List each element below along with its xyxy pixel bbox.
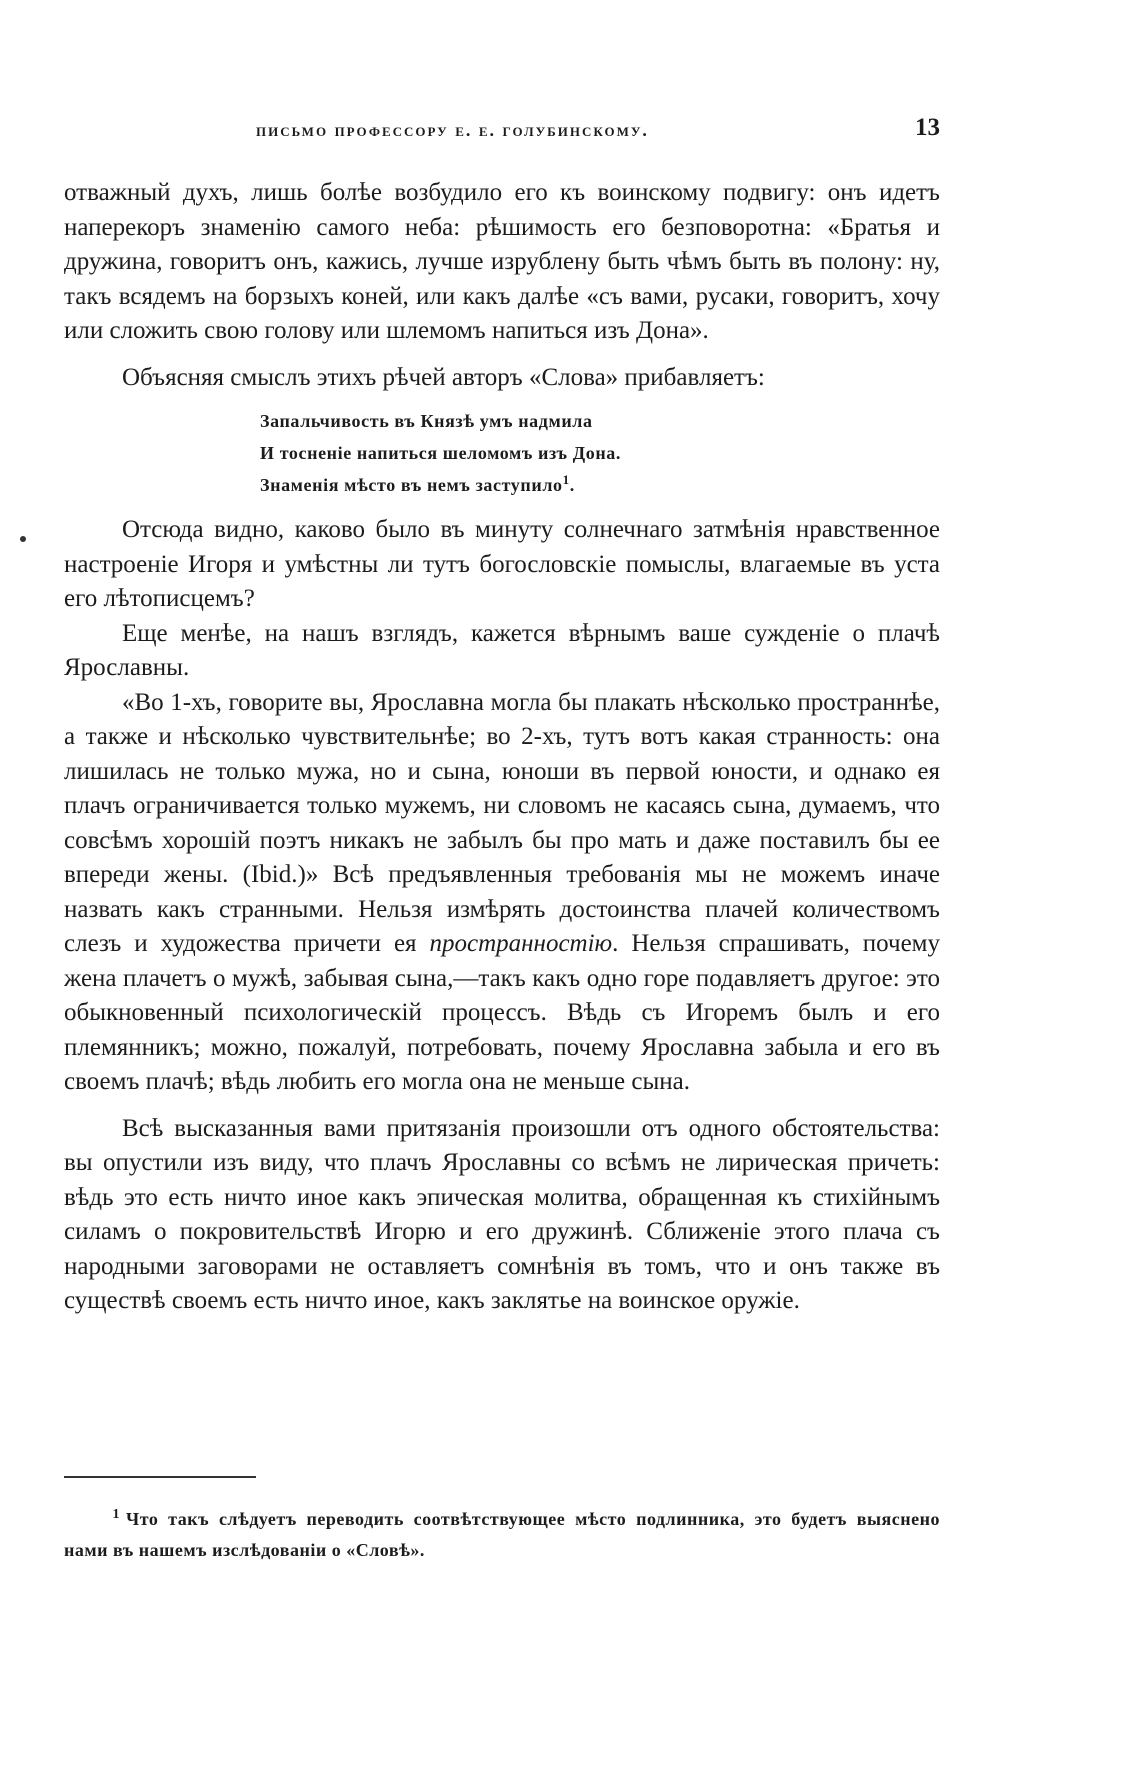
quote-line-1: Запальчивость въ Князѣ умъ надмила bbox=[260, 411, 593, 431]
main-text bbox=[64, 176, 940, 1319]
paragraph-5-part-a: «Во 1-хъ, говорите вы, Ярославна могла бы плакать нѣсколько пространнѣе, а также и нѣсколько чувствительнѣе; во 2-хъ, тутъ вотъ какая странность: она лишилась не только мужа, но и сына, юноши въ первой юности, и однако ея плачъ ограничивается только мужемъ, ни словомъ не касаясь сына, думаемъ, что совсѣмъ хорошій поэтъ никакъ не забылъ бы про мать и даже поставилъ бы ее впереди жены. (Ibid.)» Всѣ предъявленныя требованія мы не можемъ иначе назвать какъ странными. Нельзя измѣрять достоинства плачей количествомъ слезъ и художества причети ея bbox=[64, 688, 940, 957]
paragraph-6: Всѣ высказанныя вами притязанія произошли отъ одного обстоятельства: вы опустили изъ виду, что плачъ Ярославны со всѣмъ не лирическая причеть: вѣдь это есть ничто иное какъ эпическая молитва, обращенная къ стихійнымъ силамъ о покровительствѣ Игорю и его дружинѣ. Сближеніе этого плача съ народными заговорами не оставляетъ сомнѣнія въ томъ, что и онъ также въ существѣ своемъ есть ничто иное, какъ заклятье на воинское оружіе. bbox=[64, 1114, 940, 1314]
margin-dot bbox=[20, 536, 26, 542]
paragraph-4: Еще менѣе, на нашъ взглядъ, кажется вѣрнымъ ваше сужденіе о плачѣ Ярославны. bbox=[64, 619, 940, 681]
page-number: 13 bbox=[915, 114, 940, 141]
footnote-ref: 1 bbox=[562, 472, 570, 487]
footnote-text: Что такъ слѣдуетъ переводить соотвѣтствующее мѣсто подлинника, это будетъ выяснено нами въ нашемъ изслѣдованіи о «Словѣ». bbox=[64, 1509, 940, 1560]
quote-line-3-text: Знаменія мѣсто въ немъ заступило bbox=[260, 475, 563, 495]
paragraph-5-part-b: . Нельзя спрашивать, почему жена плачетъ о мужѣ, забывая сына,—такъ какъ одно горе подавляетъ другое: это обыкновенный психологическій процессъ. Вѣдь съ Игоремъ былъ и его племянникъ; можно, пожалуй, потребовать, почему Ярославна забыла и его въ своемъ плачѣ; вѣдь любить его могла она не меньше сына. bbox=[64, 930, 941, 1095]
quote-line-3-end: . bbox=[569, 475, 575, 495]
paragraph-3: Отсюда видно, каково было въ минуту солнечнаго затмѣнія нравственное настроеніе Игоря и умѣстны ли тутъ богословскіе помыслы, влагаемые въ уста его лѣтописцемъ? bbox=[64, 516, 940, 612]
footnote-rule bbox=[64, 1476, 256, 1478]
quote-line-3 bbox=[260, 469, 940, 501]
paragraph-1: отважный духъ, лишь болѣе возбудило его къ воинскому подвигу: онъ идетъ наперекоръ знаменію самого неба: рѣшимость его безповоротна: «Братья и дружина, говоритъ онъ, кажись, лучше изрублену быть чѣмъ быть въ полону: ну, такъ всядемъ на борзыхъ коней, или какъ далѣе «съ вами, русаки, говоритъ, хочу или сложить свою голову или шлемомъ напиться изъ Дона». bbox=[64, 179, 940, 344]
running-head bbox=[64, 114, 940, 148]
quote-line-2: И тосненіе напиться шеломомъ изъ Дона. bbox=[260, 443, 622, 463]
footnote: 1 Что такъ слѣдуетъ переводить соотвѣтствующее мѣсто подлинника, это будетъ выяснено нами въ нашемъ изслѣдованіи о «Словѣ». bbox=[64, 1507, 940, 1560]
paragraph-2: Объясняя смыслъ этихъ рѣчей авторъ «Слова» прибавляетъ: bbox=[122, 363, 765, 391]
paragraph-5-italic: пространностію bbox=[429, 930, 613, 957]
paragraph-5 bbox=[64, 686, 940, 1100]
running-title: письмо профессору е. е. голубинскому. bbox=[256, 120, 649, 140]
poem-quote bbox=[260, 405, 940, 501]
